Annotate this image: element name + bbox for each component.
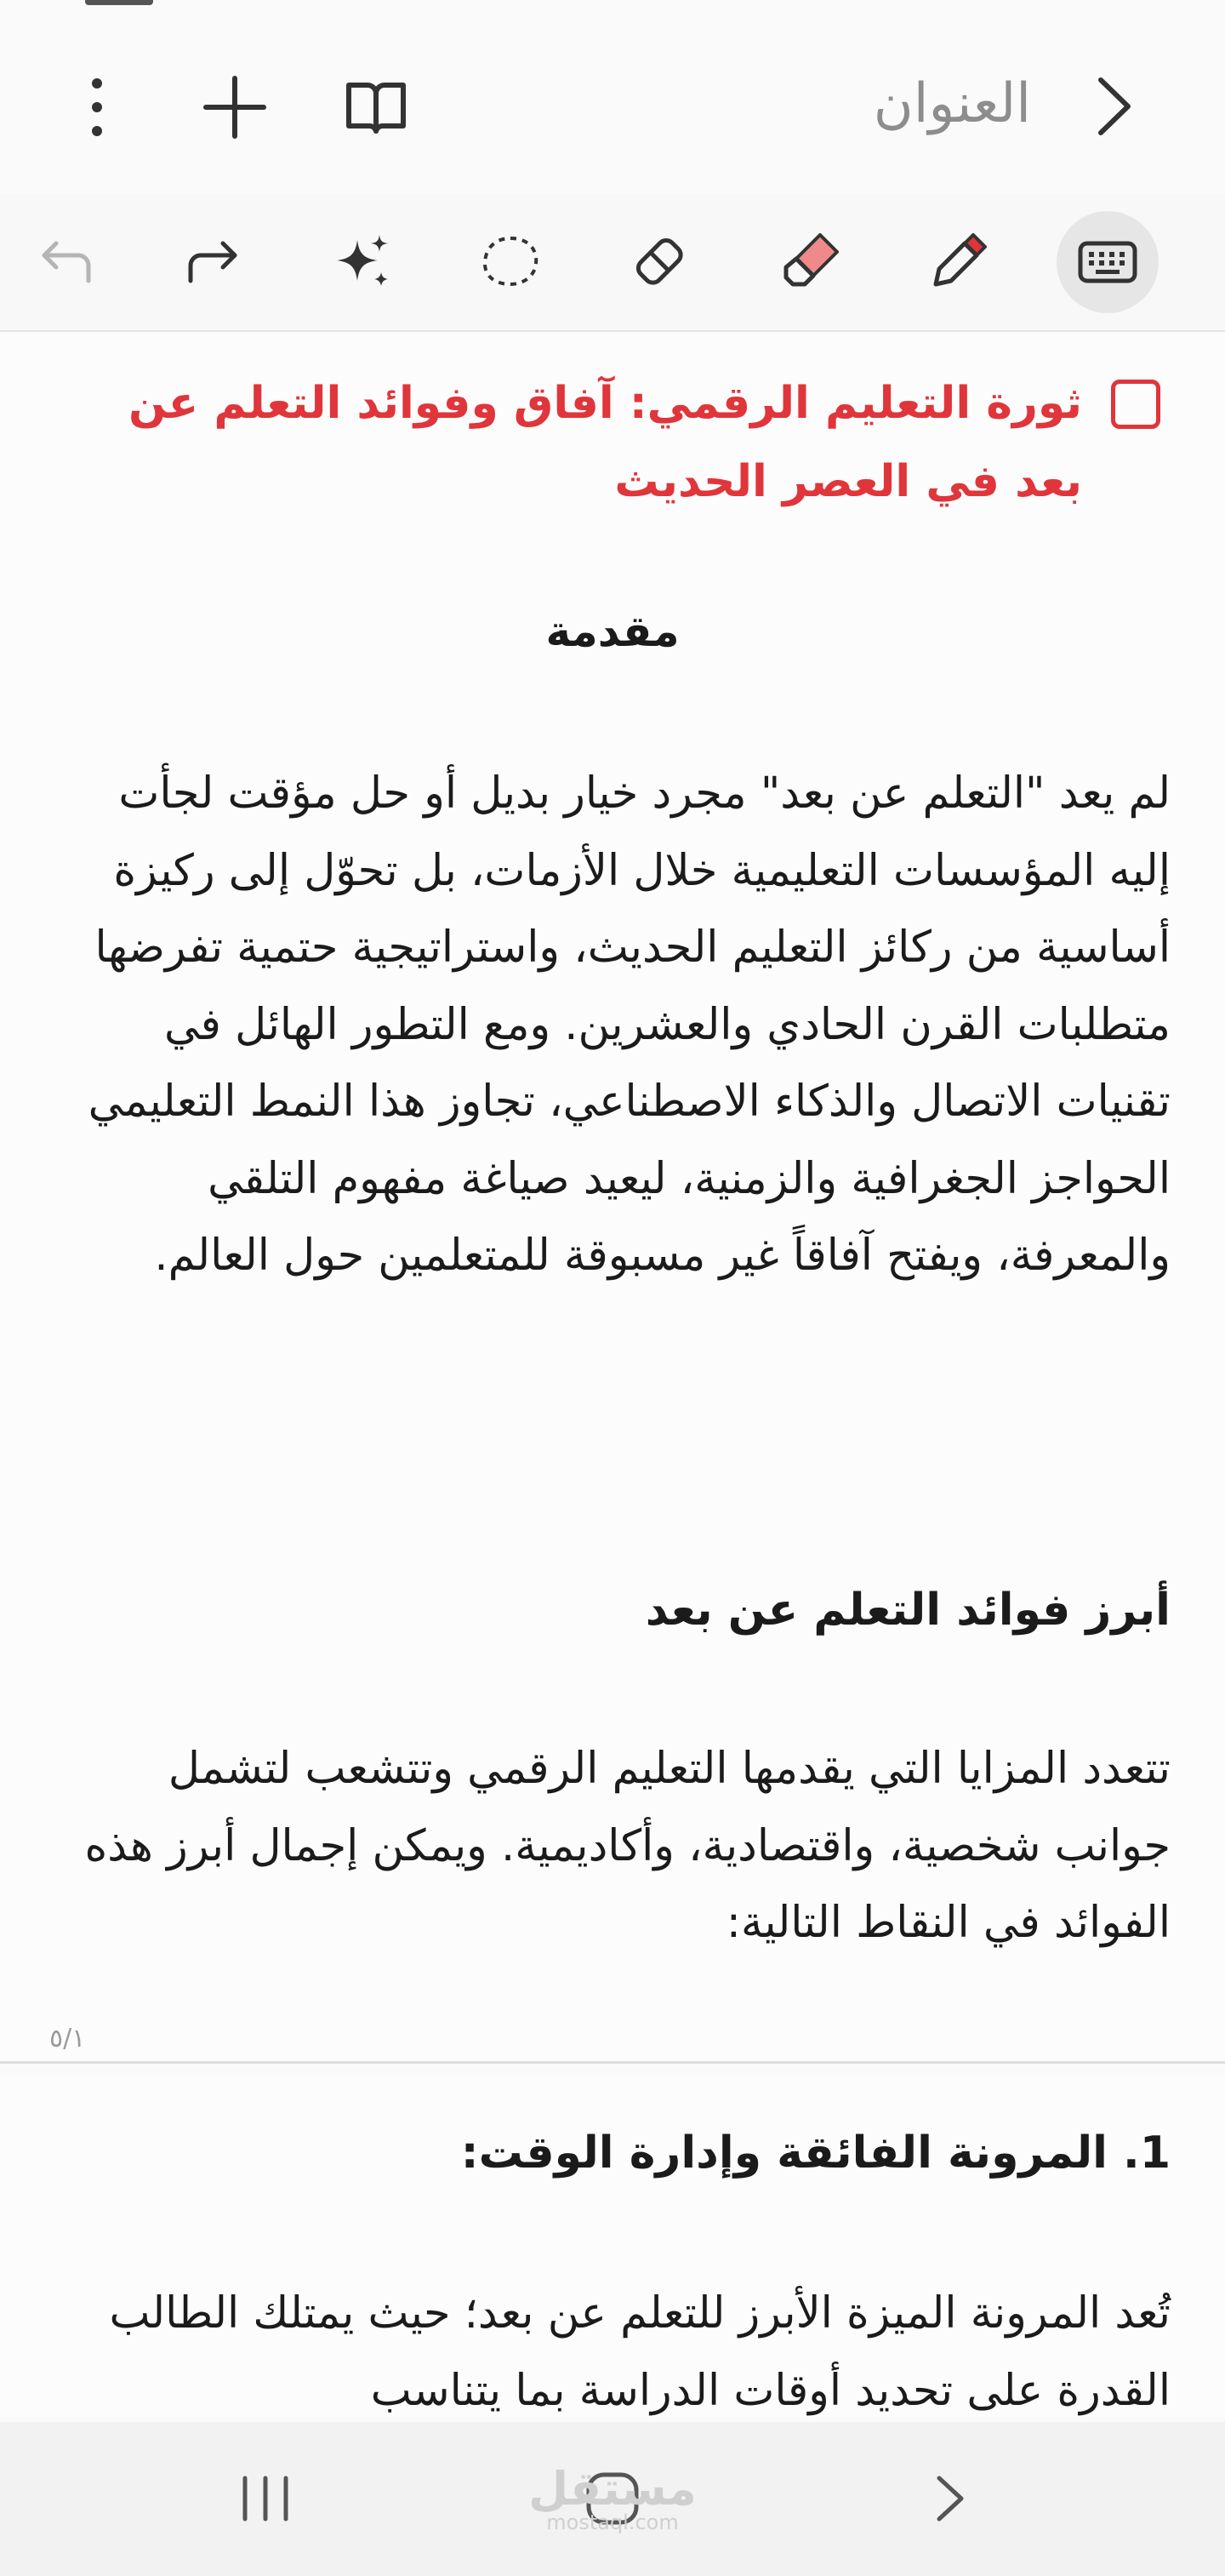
redo-button[interactable]: [162, 211, 264, 313]
more-options-button[interactable]: [73, 65, 121, 150]
pen-tool[interactable]: [907, 211, 1009, 313]
chevron-right-icon: [1084, 68, 1143, 145]
highlighter-tool[interactable]: [759, 211, 861, 313]
system-back-button[interactable]: [907, 2456, 992, 2541]
lasso-icon: [476, 228, 544, 296]
system-navigation-bar: [0, 2422, 1225, 2576]
section-1-heading: 1. المرونة الفائقة وإدارة الوقت:: [460, 2128, 1171, 2179]
note-page-2[interactable]: [0, 2076, 1225, 2417]
benefits-heading: أبرز فوائد التعلم عن بعد: [645, 1585, 1171, 1636]
undo-icon: [32, 228, 100, 296]
pen-icon: [924, 228, 992, 296]
intro-heading: مقدمة: [545, 607, 680, 656]
highlighter-icon: [776, 228, 844, 296]
redo-icon: [179, 228, 247, 296]
note-title-field[interactable]: العنوان: [873, 72, 1031, 135]
eraser-tool[interactable]: [609, 211, 711, 313]
title-checkbox[interactable]: [1111, 380, 1160, 429]
status-bar-remnant: [85, 0, 153, 5]
section-1-paragraph: تُعد المرونة الميزة الأبرز للتعلم عن بعد؛ حيث يمتلك الطالب القدرة على تحديد أوقات الدراسة بما يتناسب: [109, 2288, 1171, 2416]
drawing-toolbar: [0, 194, 1225, 332]
undo-button[interactable]: [15, 211, 117, 313]
note-heading: ثورة التعليم الرقمي: آفاق وفوائد التعلم عن بعد في العصر الحديث: [128, 378, 1082, 507]
page-indicator: ٥/١: [49, 2024, 86, 2053]
ai-assist-tool[interactable]: [311, 211, 413, 313]
watermark-url: mostaql.com: [546, 2510, 679, 2534]
eraser-icon: [626, 228, 694, 296]
recent-apps-button[interactable]: [223, 2456, 308, 2541]
more-vert-icon: [73, 65, 121, 150]
benefits-paragraph: تتعدد المزايا التي يقدمها التعليم الرقمي وتتشعب لتشمل جوانب شخصية، واقتصادية، وأكاديمية. ويمكن إجمال أبرز هذه الفوائد في النقاط التالية:: [84, 1744, 1171, 1948]
back-button[interactable]: [1084, 68, 1143, 145]
ai-sparkle-icon: [328, 228, 396, 296]
add-button[interactable]: [192, 65, 277, 150]
reading-mode-icon: [333, 65, 419, 150]
lasso-tool[interactable]: [459, 211, 561, 313]
keyboard-icon: [1074, 228, 1142, 296]
keyboard-tool[interactable]: [1057, 211, 1159, 313]
intro-paragraph: لم يعد "التعلم عن بعد" مجرد خيار بديل أو حل مؤقت لجأت إليه المؤسسات التعليمية خلال الأزمات، بل تحوّل إلى ركيزة أساسية من ركائز التعليم الحديث، واستراتيجية حتمية تفرضها متطلبات القرن الحادي والعشرين. ومع التطور الهائل في تقنيات الاتصال والذكاء الاصطناعي، تجاوز هذا النمط التعليمي الحواجز الجغرافية والزمنية، ليعيد صياغة مفهوم التلقي والمعرفة، ويفتح آفاقاً غير مسبوقة للمتعلمين حول العالم.: [88, 768, 1171, 1281]
back-icon: [907, 2456, 992, 2541]
note-page-1[interactable]: [0, 332, 1225, 2064]
plus-icon: [192, 65, 277, 150]
recent-apps-icon: [223, 2456, 308, 2541]
top-app-bar: [0, 0, 1225, 196]
watermark-logo: مستقل: [528, 2462, 697, 2516]
reading-mode-button[interactable]: [333, 65, 419, 150]
